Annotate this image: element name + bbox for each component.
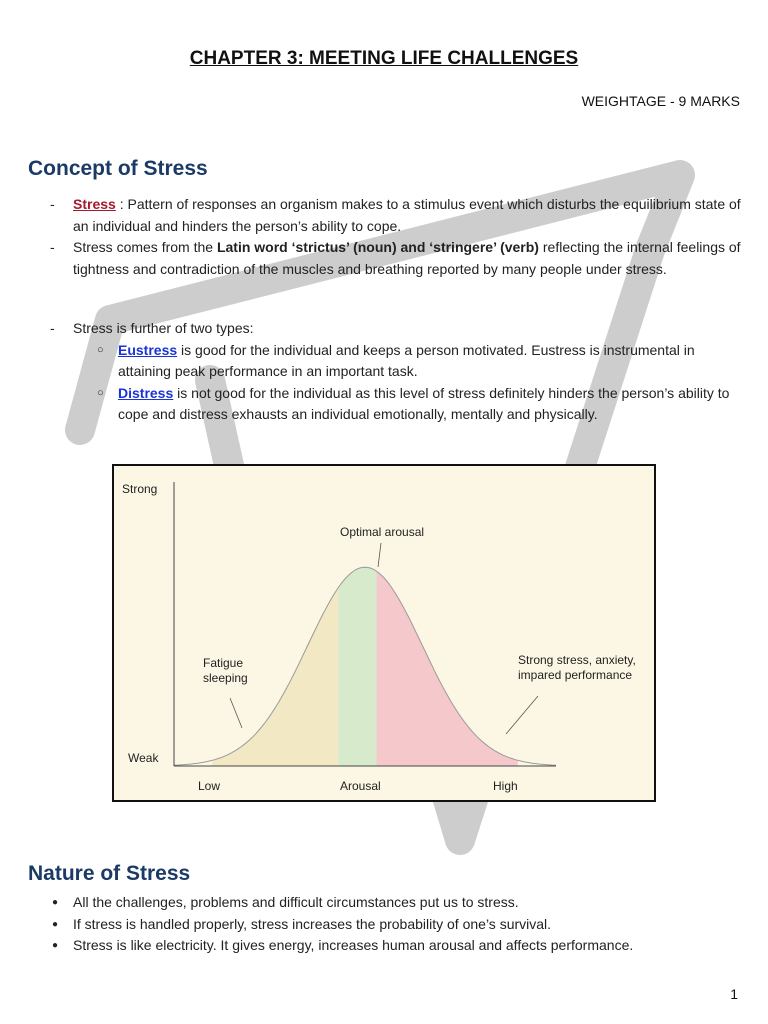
x-label-high: High	[493, 779, 518, 793]
x-label-low: Low	[198, 779, 221, 793]
stress-types-list	[73, 340, 742, 426]
chart-svg	[114, 466, 654, 800]
stress-label-1: Strong stress, anxiety,	[518, 653, 636, 667]
origin-text-pre: Stress comes from the	[73, 239, 217, 255]
weightage-label: WEIGHTAGE - 9 MARKS	[581, 93, 740, 109]
list-item	[73, 340, 742, 383]
optimal-arousal-label: Optimal arousal	[340, 525, 425, 539]
list-item	[28, 318, 742, 426]
nature-list	[28, 892, 742, 957]
arousal-performance-chart	[112, 464, 656, 802]
optimal-pointer	[378, 543, 381, 567]
fatigue-label-1: Fatigue	[203, 656, 244, 670]
y-label-strong: Strong	[122, 482, 158, 496]
distress-region	[377, 571, 518, 766]
concept-list	[28, 194, 742, 426]
page-number: 1	[730, 986, 738, 1002]
y-label-weak: Weak	[128, 751, 159, 765]
optimal-region	[338, 567, 376, 766]
list-item: ● If stress is handled properly, stress increases the probability of one’s survival.	[28, 914, 742, 936]
list-item	[28, 237, 742, 280]
types-intro: Stress is further of two types:	[73, 320, 254, 336]
concept-of-stress-heading: Concept of Stress	[28, 157, 208, 180]
distress-text: is not good for the individual as this level of stress definitely hinders the person’s ability to cope and distress exhausts an individual emotionally, mentally and physically.	[118, 384, 730, 422]
list-item	[28, 194, 742, 237]
x-label-arousal: Arousal	[340, 779, 381, 793]
latin-words: Latin word ‘strictus’ (noun) and ‘stringere’ (verb)	[216, 239, 539, 255]
stress-definition: : Pattern of responses an organism makes to a stimulus event which disturbs the equilibrium state of an individual and hinders the person’s ability to cope.	[73, 196, 741, 234]
stress-label-2: impared performance	[518, 668, 633, 682]
distress-link[interactable]: Distress	[118, 384, 174, 401]
list-item: ● All the challenges, problems and difficult circumstances put us to stress.	[28, 892, 742, 914]
list-item: ● Stress is like electricity. It gives energy, increases human arousal and affects performance.	[28, 935, 742, 957]
eustress-link[interactable]: Eustress	[118, 341, 178, 358]
document-title: CHAPTER 3: MEETING LIFE CHALLENGES	[189, 48, 579, 69]
fatigue-label-2: sleeping	[203, 671, 248, 685]
stress-pointer	[506, 696, 538, 734]
stress-term: Stress	[73, 196, 116, 212]
eustress-text: is good for the individual and keeps a person motivated. Eustress is instrumental in attaining peak performance in an important task.	[118, 341, 695, 379]
origin-text-post: reflecting the internal feelings of tightness and contradiction of the muscles and breathing reported by many people under stress.	[73, 239, 741, 277]
fatigue-pointer	[230, 698, 242, 728]
nature-of-stress-heading: Nature of Stress	[28, 862, 191, 885]
list-item	[73, 383, 742, 426]
